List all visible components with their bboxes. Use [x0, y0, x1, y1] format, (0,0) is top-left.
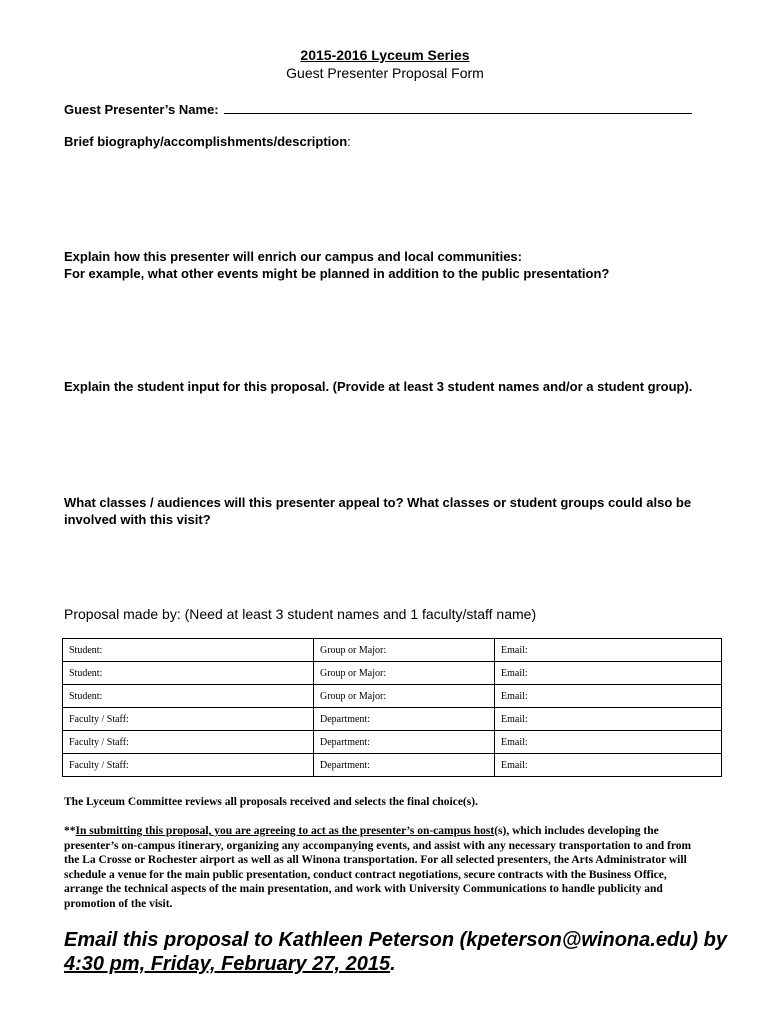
- proposer-group-cell[interactable]: Department:: [314, 754, 495, 777]
- enrich-question-line1: Explain how this presenter will enrich our campus and local communities:: [64, 249, 522, 264]
- proposer-role-cell[interactable]: Student:: [63, 662, 314, 685]
- proposer-group-cell[interactable]: Group or Major:: [314, 685, 495, 708]
- proposer-row: [63, 754, 722, 777]
- proposer-row: [63, 708, 722, 731]
- proposer-role-cell[interactable]: Student:: [63, 685, 314, 708]
- form-title: 2015-2016 Lyceum Series: [300, 47, 470, 63]
- host-agreement-note: [64, 824, 704, 912]
- note-underlined: In submitting this proposal, you are agreeing to act as the presenter’s on-campus host: [75, 825, 495, 837]
- proposer-role-cell[interactable]: Faculty / Staff:: [63, 708, 314, 731]
- proposer-email-cell[interactable]: Email:: [495, 731, 722, 754]
- bio-question: [64, 133, 351, 150]
- presenter-name-row: [64, 101, 692, 117]
- email-instruction: [64, 928, 744, 976]
- bio-label: Brief biography/accomplishments/description: [64, 134, 348, 149]
- committee-note: The Lyceum Committee reviews all proposals received and selects the final choice(s).: [64, 796, 478, 808]
- email-deadline: 4:30 pm, Friday, February 27, 2015: [64, 953, 391, 975]
- proposer-email-cell[interactable]: Email:: [495, 662, 722, 685]
- proposer-email-cell[interactable]: Email:: [495, 708, 722, 731]
- proposal-made-by-label: Proposal made by: (Need at least 3 student names and 1 faculty/staff name): [64, 606, 537, 622]
- proposer-row: [63, 639, 722, 662]
- proposer-email-cell[interactable]: Email:: [495, 639, 722, 662]
- proposer-role-cell[interactable]: Faculty / Staff:: [63, 754, 314, 777]
- email-prefix: Email this proposal to Kathleen Peterson (kpeterson@winona.edu) by: [64, 929, 727, 951]
- presenter-name-label: Guest Presenter’s Name:: [64, 102, 219, 117]
- classes-question: What classes / audiences will this presenter appeal to? What classes or student groups could also be involved with this visit?: [64, 495, 692, 527]
- bio-colon: :: [347, 134, 351, 149]
- proposer-email-cell[interactable]: Email:: [495, 754, 722, 777]
- enrich-question: [64, 248, 724, 282]
- note-prefix: **: [64, 825, 76, 837]
- student-input-question: Explain the student input for this proposal. (Provide at least 3 student names and/or a student group).: [64, 379, 693, 394]
- proposers-table: [62, 638, 722, 777]
- proposer-row: [63, 662, 722, 685]
- email-suffix: .: [390, 953, 396, 975]
- proposer-group-cell[interactable]: Group or Major:: [314, 662, 495, 685]
- proposer-row: [63, 685, 722, 708]
- proposer-role-cell[interactable]: Student:: [63, 639, 314, 662]
- form-subtitle: Guest Presenter Proposal Form: [286, 65, 484, 81]
- note-rest: (s), which includes developing the presenter’s on-campus itinerary, organizing any accompanying events, and assist with any necessary transportation to and from the La Crosse or Rochester airport as well as all Winona transportation. For all selected presenters, the Arts Administrator will schedule a venue for the main public presentation, conduct contract negotiations, secure contracts with the Business Office, arrange the technical aspects of the main presentation, and work with University Communications to handle publicity and promotion of the visit.: [64, 825, 692, 910]
- proposer-group-cell[interactable]: Department:: [314, 708, 495, 731]
- proposer-email-cell[interactable]: Email:: [495, 685, 722, 708]
- presenter-name-field[interactable]: [224, 101, 692, 114]
- proposer-group-cell[interactable]: Group or Major:: [314, 639, 495, 662]
- proposer-group-cell[interactable]: Department:: [314, 731, 495, 754]
- proposer-row: [63, 731, 722, 754]
- proposer-role-cell[interactable]: Faculty / Staff:: [63, 731, 314, 754]
- enrich-question-line2: For example, what other events might be planned in addition to the public presentation?: [64, 266, 610, 281]
